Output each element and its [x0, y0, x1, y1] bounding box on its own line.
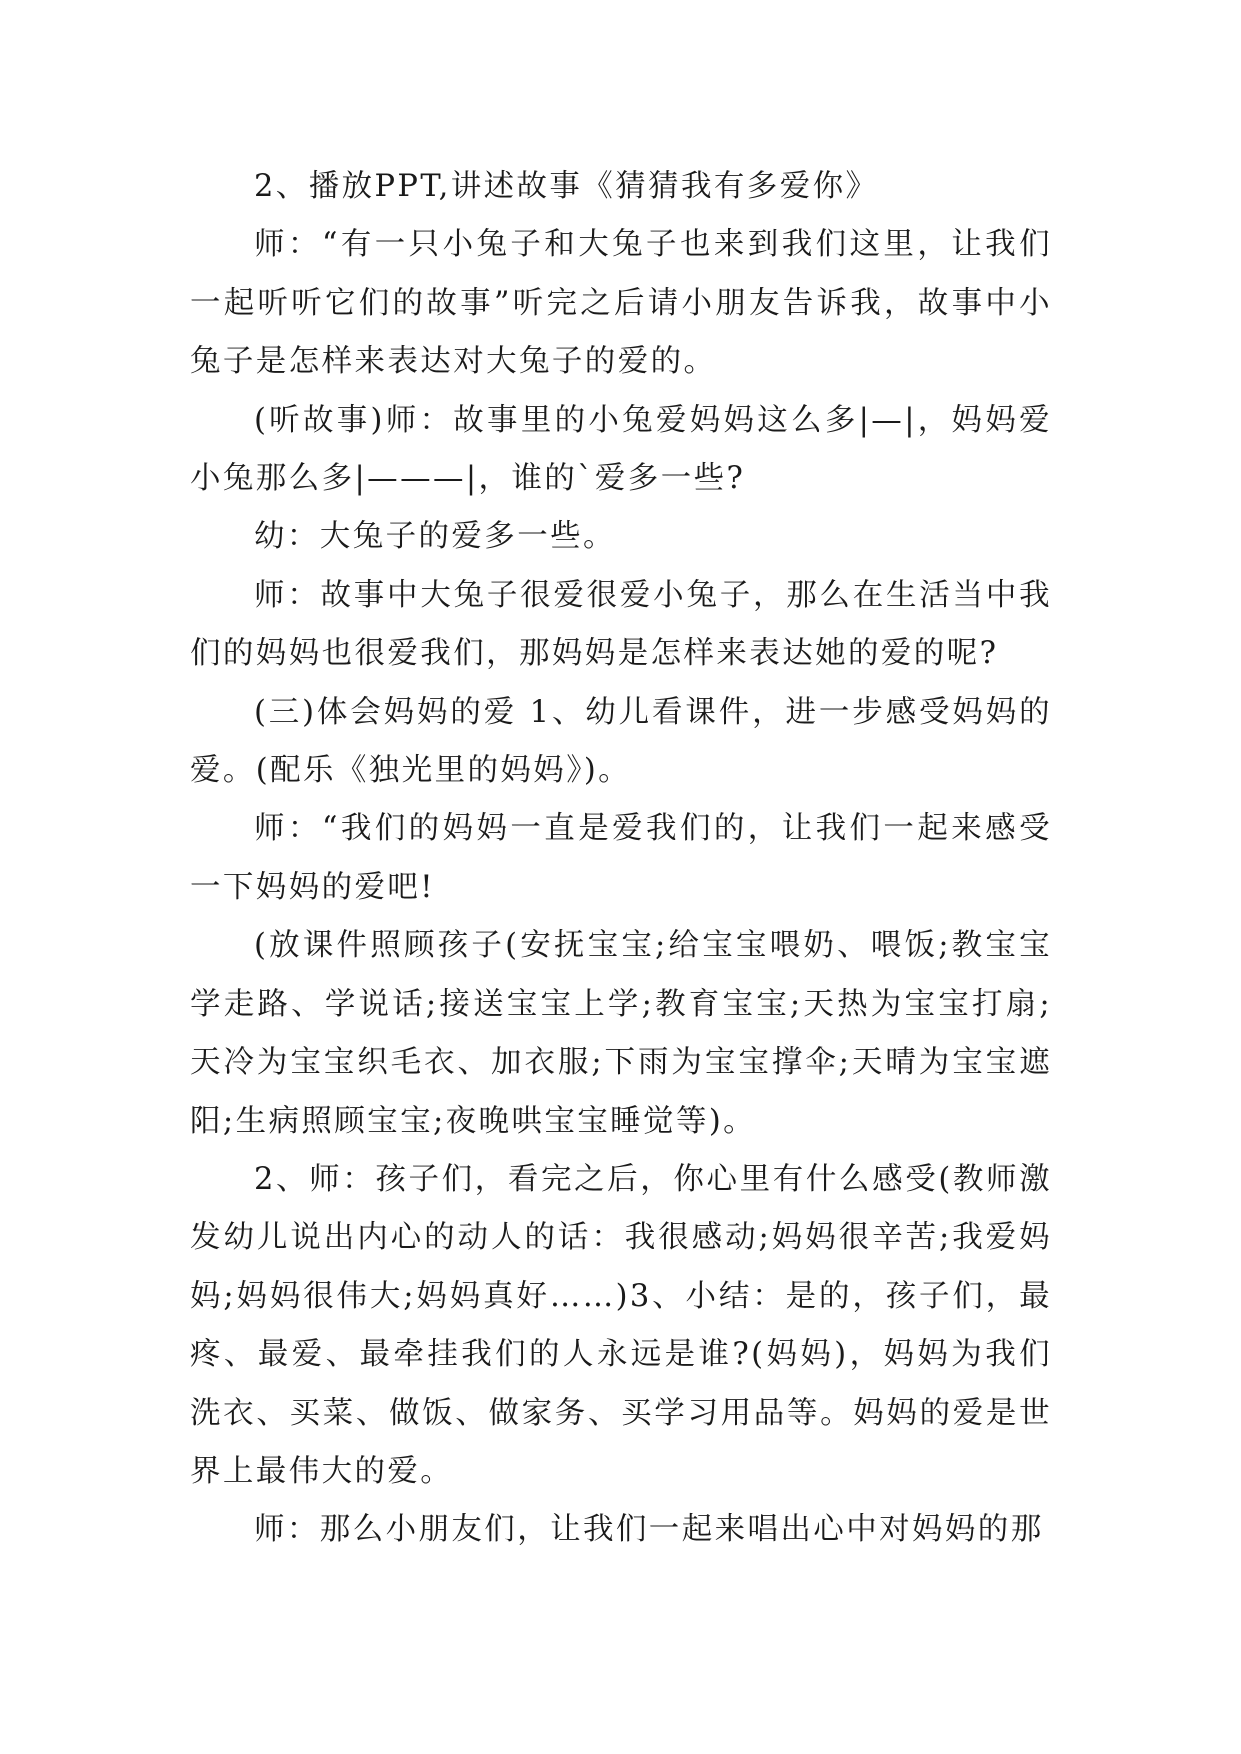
paragraph-9: 2、师：孩子们，看完之后，你心里有什么感受(教师激发幼儿说出内心的动人的话：我很感动;妈妈很辛苦;我爱妈妈;妈妈很伟大;妈妈真好……)3、小结：是的，孩子们，最疼、最爱、最牵挂我们的人永远是谁?(妈妈)，妈妈为我们洗衣、买菜、做饭、做家务、买学习用品等。妈妈的爱是世界上最伟大的爱。	[190, 1161, 1052, 1489]
paragraph-1: 2、播放PPT,讲述故事《猜猜我有多爱你》	[254, 169, 879, 204]
paragraph-2: 师：“有一只小兔子和大兔子也来到我们这里，让我们一起听听它们的故事”听完之后请小朋友告诉我，故事中小兔子是怎样来表达对大兔子的爱的。	[190, 227, 1052, 380]
paragraph-7: 师：“我们的妈妈一直是爱我们的，让我们一起来感受一下妈妈的爱吧!	[190, 811, 1052, 905]
paragraph-6: (三)体会妈妈的爱 1、幼儿看课件，进一步感受妈妈的爱。(配乐《独光里的妈妈》)。	[190, 694, 1052, 789]
paragraph-4: 幼：大兔子的爱多一些。	[254, 519, 616, 555]
paragraph-8: (放课件照顾孩子(安抚宝宝;给宝宝喂奶、喂饭;教宝宝学走路、学说话;接送宝宝上学;教育宝宝;天热为宝宝打扇;天冷为宝宝织毛衣、加衣服;下雨为宝宝撑伞;天晴为宝宝遮阳;生病照顾宝宝;夜晚哄宝宝睡觉等)。	[190, 928, 1052, 1139]
paragraph-10: 师：那么小朋友们，让我们一起来唱出心中对妈妈的那	[254, 1512, 1044, 1548]
document-body	[190, 158, 1052, 1560]
paragraph-3: (听故事)师：故事里的小兔爱妈妈这么多|—|，妈妈爱小兔那么多|———|，谁的`爱多一些?	[190, 402, 1052, 497]
paragraph-5: 师：故事中大兔子很爱很爱小兔子，那么在生活当中我们的妈妈也很爱我们，那妈妈是怎样来表达她的爱的呢?	[190, 577, 1052, 672]
